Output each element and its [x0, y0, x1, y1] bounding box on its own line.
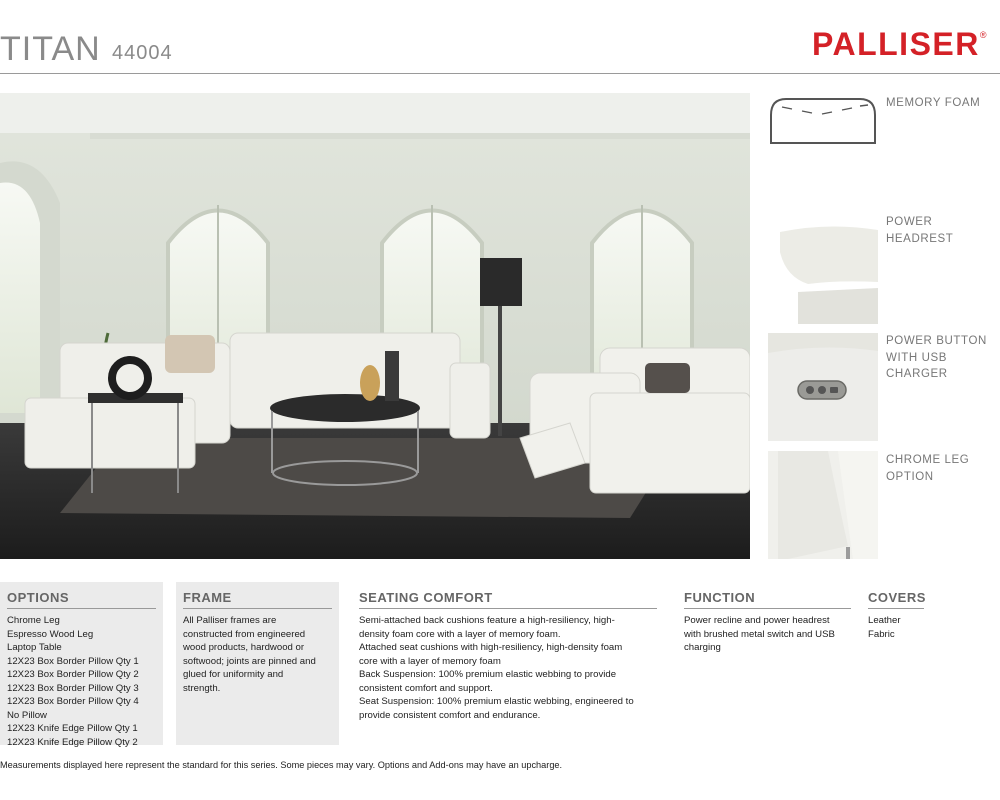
footer-note: Measurements displayed here represent the standard for this series. Some pieces may vary. Options and Add-ons may have an upcharge. — [0, 760, 563, 770]
registered-mark: ® — [979, 30, 988, 40]
list-item: Espresso Wood Leg — [7, 628, 94, 640]
function-panel — [684, 582, 851, 655]
list-item: 12X23 Knife Edge Pillow Qty 2 — [7, 736, 138, 748]
feature-label-chrome-leg: CHROME LEG OPTION — [886, 454, 970, 483]
text-line: provide consistent comfort and endurance. — [359, 709, 541, 721]
seating-comfort-text — [359, 614, 657, 722]
text-line: Attached seat cushions with high-resiliency, high-density foam — [359, 642, 623, 653]
page-header — [0, 0, 1000, 74]
frame-heading: FRAME — [183, 590, 332, 609]
options-panel — [0, 582, 163, 748]
seating-comfort-panel — [359, 582, 657, 722]
options-list — [7, 614, 156, 749]
power-button-photo — [768, 333, 878, 441]
text-line: strength. — [183, 682, 221, 694]
room-scene-illustration — [0, 93, 750, 559]
text-line: Back Suspension: 100% premium elastic webbing to provide — [359, 669, 617, 680]
text-line: core with a layer of memory foam — [359, 655, 501, 667]
covers-heading: COVERS — [868, 590, 924, 609]
options-heading: OPTIONS — [7, 590, 156, 609]
text-line: glued for uniformity and — [183, 669, 284, 680]
frame-panel — [176, 582, 339, 745]
frame-text — [183, 614, 332, 695]
header-divider — [0, 73, 1000, 74]
feature-label-memory-foam: MEMORY FOAM — [886, 97, 981, 109]
text-line: Semi-attached back cushions feature a high-resiliency, high- — [359, 615, 615, 626]
room-scene-photo — [0, 93, 750, 559]
text-line: wood products, hardwood or — [183, 642, 305, 653]
list-item: 12X23 Box Border Pillow Qty 4 — [7, 696, 139, 707]
headrest-photo — [768, 222, 878, 324]
list-item: Leather — [868, 615, 901, 626]
list-item: Laptop Table — [7, 642, 62, 653]
function-heading: FUNCTION — [684, 590, 851, 609]
covers-panel — [868, 582, 924, 641]
list-item: 12X23 Box Border Pillow Qty 1 — [7, 655, 139, 667]
model-number: 44004 — [112, 42, 173, 64]
chrome-leg-photo — [768, 451, 878, 559]
power-button-icon — [768, 333, 878, 441]
list-item: 12X23 Knife Edge Pillow Qty 1 — [7, 723, 138, 734]
brand-logo — [812, 26, 988, 63]
product-title: TITAN — [0, 30, 101, 68]
function-text — [684, 614, 851, 655]
feature-label-power-button: POWER BUTTON WITH USB CHARGER — [886, 335, 987, 380]
text-line: Power recline and power headrest — [684, 615, 830, 626]
brand-name: PALLISER — [812, 26, 980, 62]
text-line: All Palliser frames are — [183, 615, 277, 626]
list-item: 12X23 Box Border Pillow Qty 2 — [7, 669, 139, 680]
text-line: Seat Suspension: 100% premium elastic webbing, engineered to — [359, 696, 634, 707]
list-item: Fabric — [868, 628, 895, 640]
text-line: charging — [684, 642, 721, 653]
memory-foam-diagram — [768, 93, 878, 149]
chrome-leg-icon — [768, 451, 878, 559]
memory-foam-icon — [768, 93, 878, 149]
list-item: Chrome Leg — [7, 615, 60, 626]
seating-comfort-heading: SEATING COMFORT — [359, 590, 657, 609]
list-item: 12X23 Box Border Pillow Qty 3 — [7, 682, 139, 694]
text-line: softwood; joints are pinned and — [183, 655, 316, 667]
list-item: No Pillow — [7, 709, 47, 721]
text-line: consistent comfort and support. — [359, 682, 493, 694]
text-line: density foam core with a layer of memory foam. — [359, 628, 561, 640]
covers-list — [868, 614, 924, 641]
text-line: constructed from engineered — [183, 628, 306, 640]
text-line: with brushed metal switch and USB — [684, 628, 835, 640]
feature-label-power-headrest: POWER HEADREST — [886, 216, 954, 245]
headrest-icon — [768, 222, 878, 324]
